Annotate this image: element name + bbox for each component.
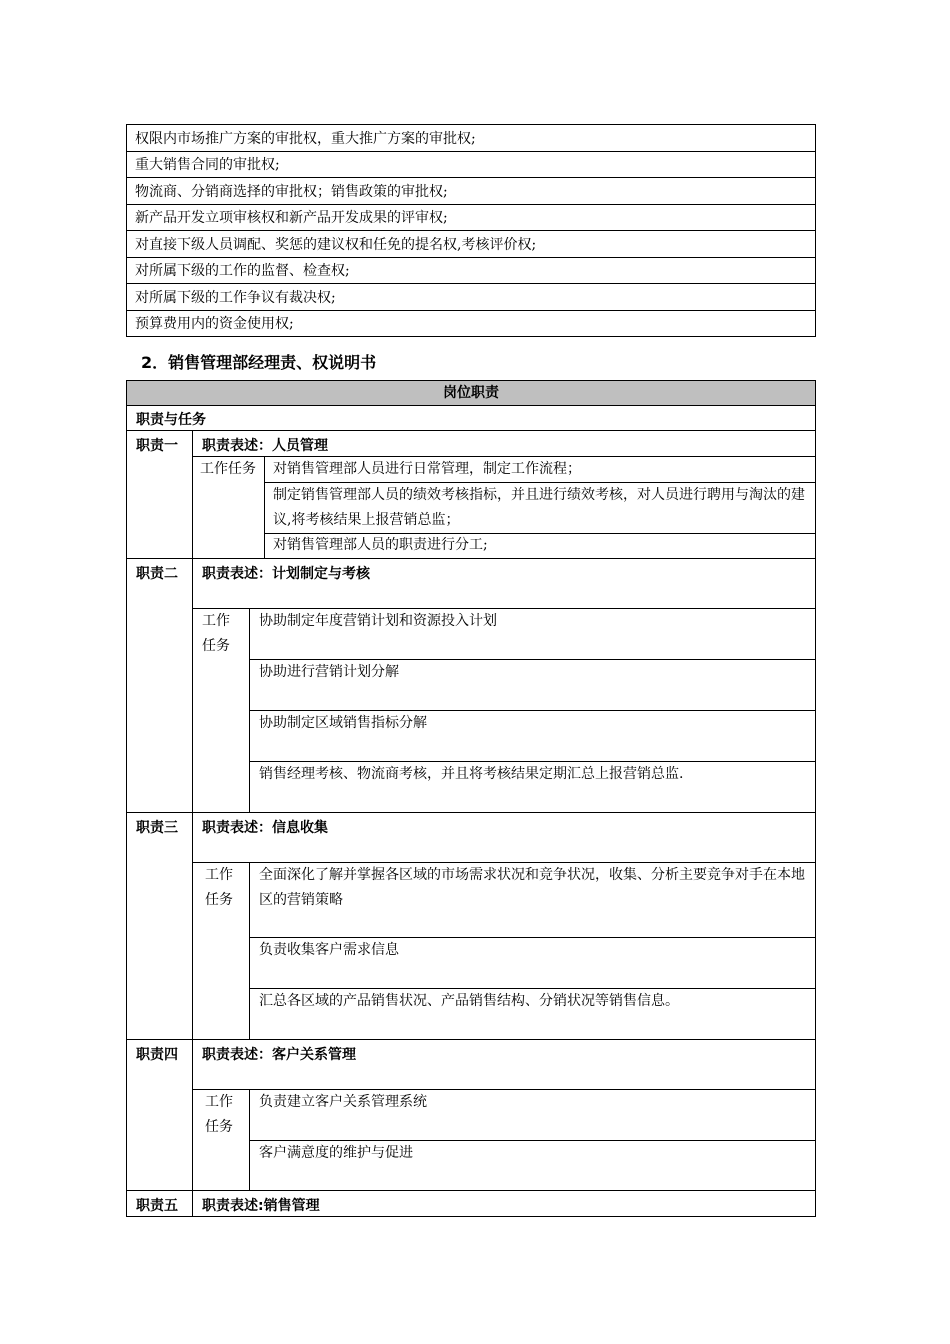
column-divider bbox=[192, 430, 193, 1216]
duty-label: 职责二 bbox=[136, 566, 178, 582]
task-item: 全面深化了解并掌握各区域的市场需求状况和竞争状况，收集、分析主要竞争对手在本地区的营销策略 bbox=[259, 867, 805, 908]
row-divider bbox=[126, 430, 816, 431]
task-label: 工作任务 bbox=[200, 461, 256, 477]
column-divider bbox=[249, 608, 250, 812]
duty-label: 职责五 bbox=[136, 1198, 178, 1214]
task-item: 协助制定年度营销计划和资源投入计划 bbox=[259, 613, 497, 629]
duty-description: 职责表述:销售管理 bbox=[202, 1198, 320, 1214]
section-title: 2．销售管理部经理责、权说明书 bbox=[141, 353, 377, 372]
task-label: 工作任务 bbox=[202, 613, 230, 654]
task-item: 负责收集客户需求信息 bbox=[259, 942, 399, 958]
task-item: 负责建立客户关系管理系统 bbox=[259, 1094, 427, 1110]
task-item: 客户满意度的维护与促进 bbox=[259, 1145, 413, 1161]
row-divider bbox=[126, 1039, 816, 1040]
permission-item: 对所属下级的工作争议有裁决权; bbox=[127, 284, 816, 311]
permission-item: 新产品开发立项审核权和新产品开发成果的评审权; bbox=[127, 204, 816, 231]
row-divider bbox=[126, 1190, 816, 1191]
permission-item: 预算费用内的资金使用权; bbox=[127, 310, 816, 337]
task-item: 协助制定区域销售指标分解 bbox=[259, 715, 427, 731]
permissions-table bbox=[126, 124, 816, 337]
task-item: 协助进行营销计划分解 bbox=[259, 664, 399, 680]
row-divider bbox=[126, 405, 816, 406]
duty-description: 职责表述：客户关系管理 bbox=[202, 1047, 356, 1063]
task-label: 工作任务 bbox=[205, 1094, 233, 1135]
duty-label: 职责一 bbox=[136, 438, 178, 454]
task-label: 工作任务 bbox=[205, 867, 233, 908]
row-divider bbox=[126, 812, 816, 813]
duty-label: 职责三 bbox=[136, 820, 178, 836]
permission-item: 对直接下级人员调配、奖惩的建议权和任免的提名权,考核评价权; bbox=[127, 231, 816, 258]
permission-item: 物流商、分销商选择的审批权；销售政策的审批权; bbox=[127, 178, 816, 205]
permission-item: 重大销售合同的审批权; bbox=[127, 151, 816, 178]
row-divider bbox=[126, 558, 816, 559]
duty-description: 职责表述：人员管理 bbox=[202, 438, 328, 454]
permission-item: 权限内市场推广方案的审批权，重大推广方案的审批权; bbox=[127, 125, 816, 152]
task-item: 对销售管理部人员进行日常管理，制定工作流程； bbox=[273, 461, 581, 477]
task-item: 制定销售管理部人员的绩效考核指标，并且进行绩效考核，对人员进行聘用与淘汰的建议,将考核结果上报营销总监； bbox=[273, 487, 805, 528]
task-item: 销售经理考核、物流商考核，并且将考核结果定期汇总上报营销总监. bbox=[259, 766, 684, 782]
duty-description: 职责表述：信息收集 bbox=[202, 820, 328, 836]
column-divider bbox=[249, 1089, 250, 1190]
table-header: 岗位职责 bbox=[127, 381, 815, 405]
column-divider bbox=[264, 456, 265, 558]
duty-description: 职责表述：计划制定与考核 bbox=[202, 566, 370, 582]
permission-item: 对所属下级的工作的监督、检查权; bbox=[127, 257, 816, 284]
duty-and-task-label: 职责与任务 bbox=[136, 412, 206, 428]
task-item: 对销售管理部人员的职责进行分工; bbox=[273, 537, 488, 553]
duty-label: 职责四 bbox=[136, 1047, 178, 1063]
column-divider bbox=[249, 862, 250, 1039]
task-item: 汇总各区域的产品销售状况、产品销售结构、分销状况等销售信息。 bbox=[259, 993, 679, 1009]
